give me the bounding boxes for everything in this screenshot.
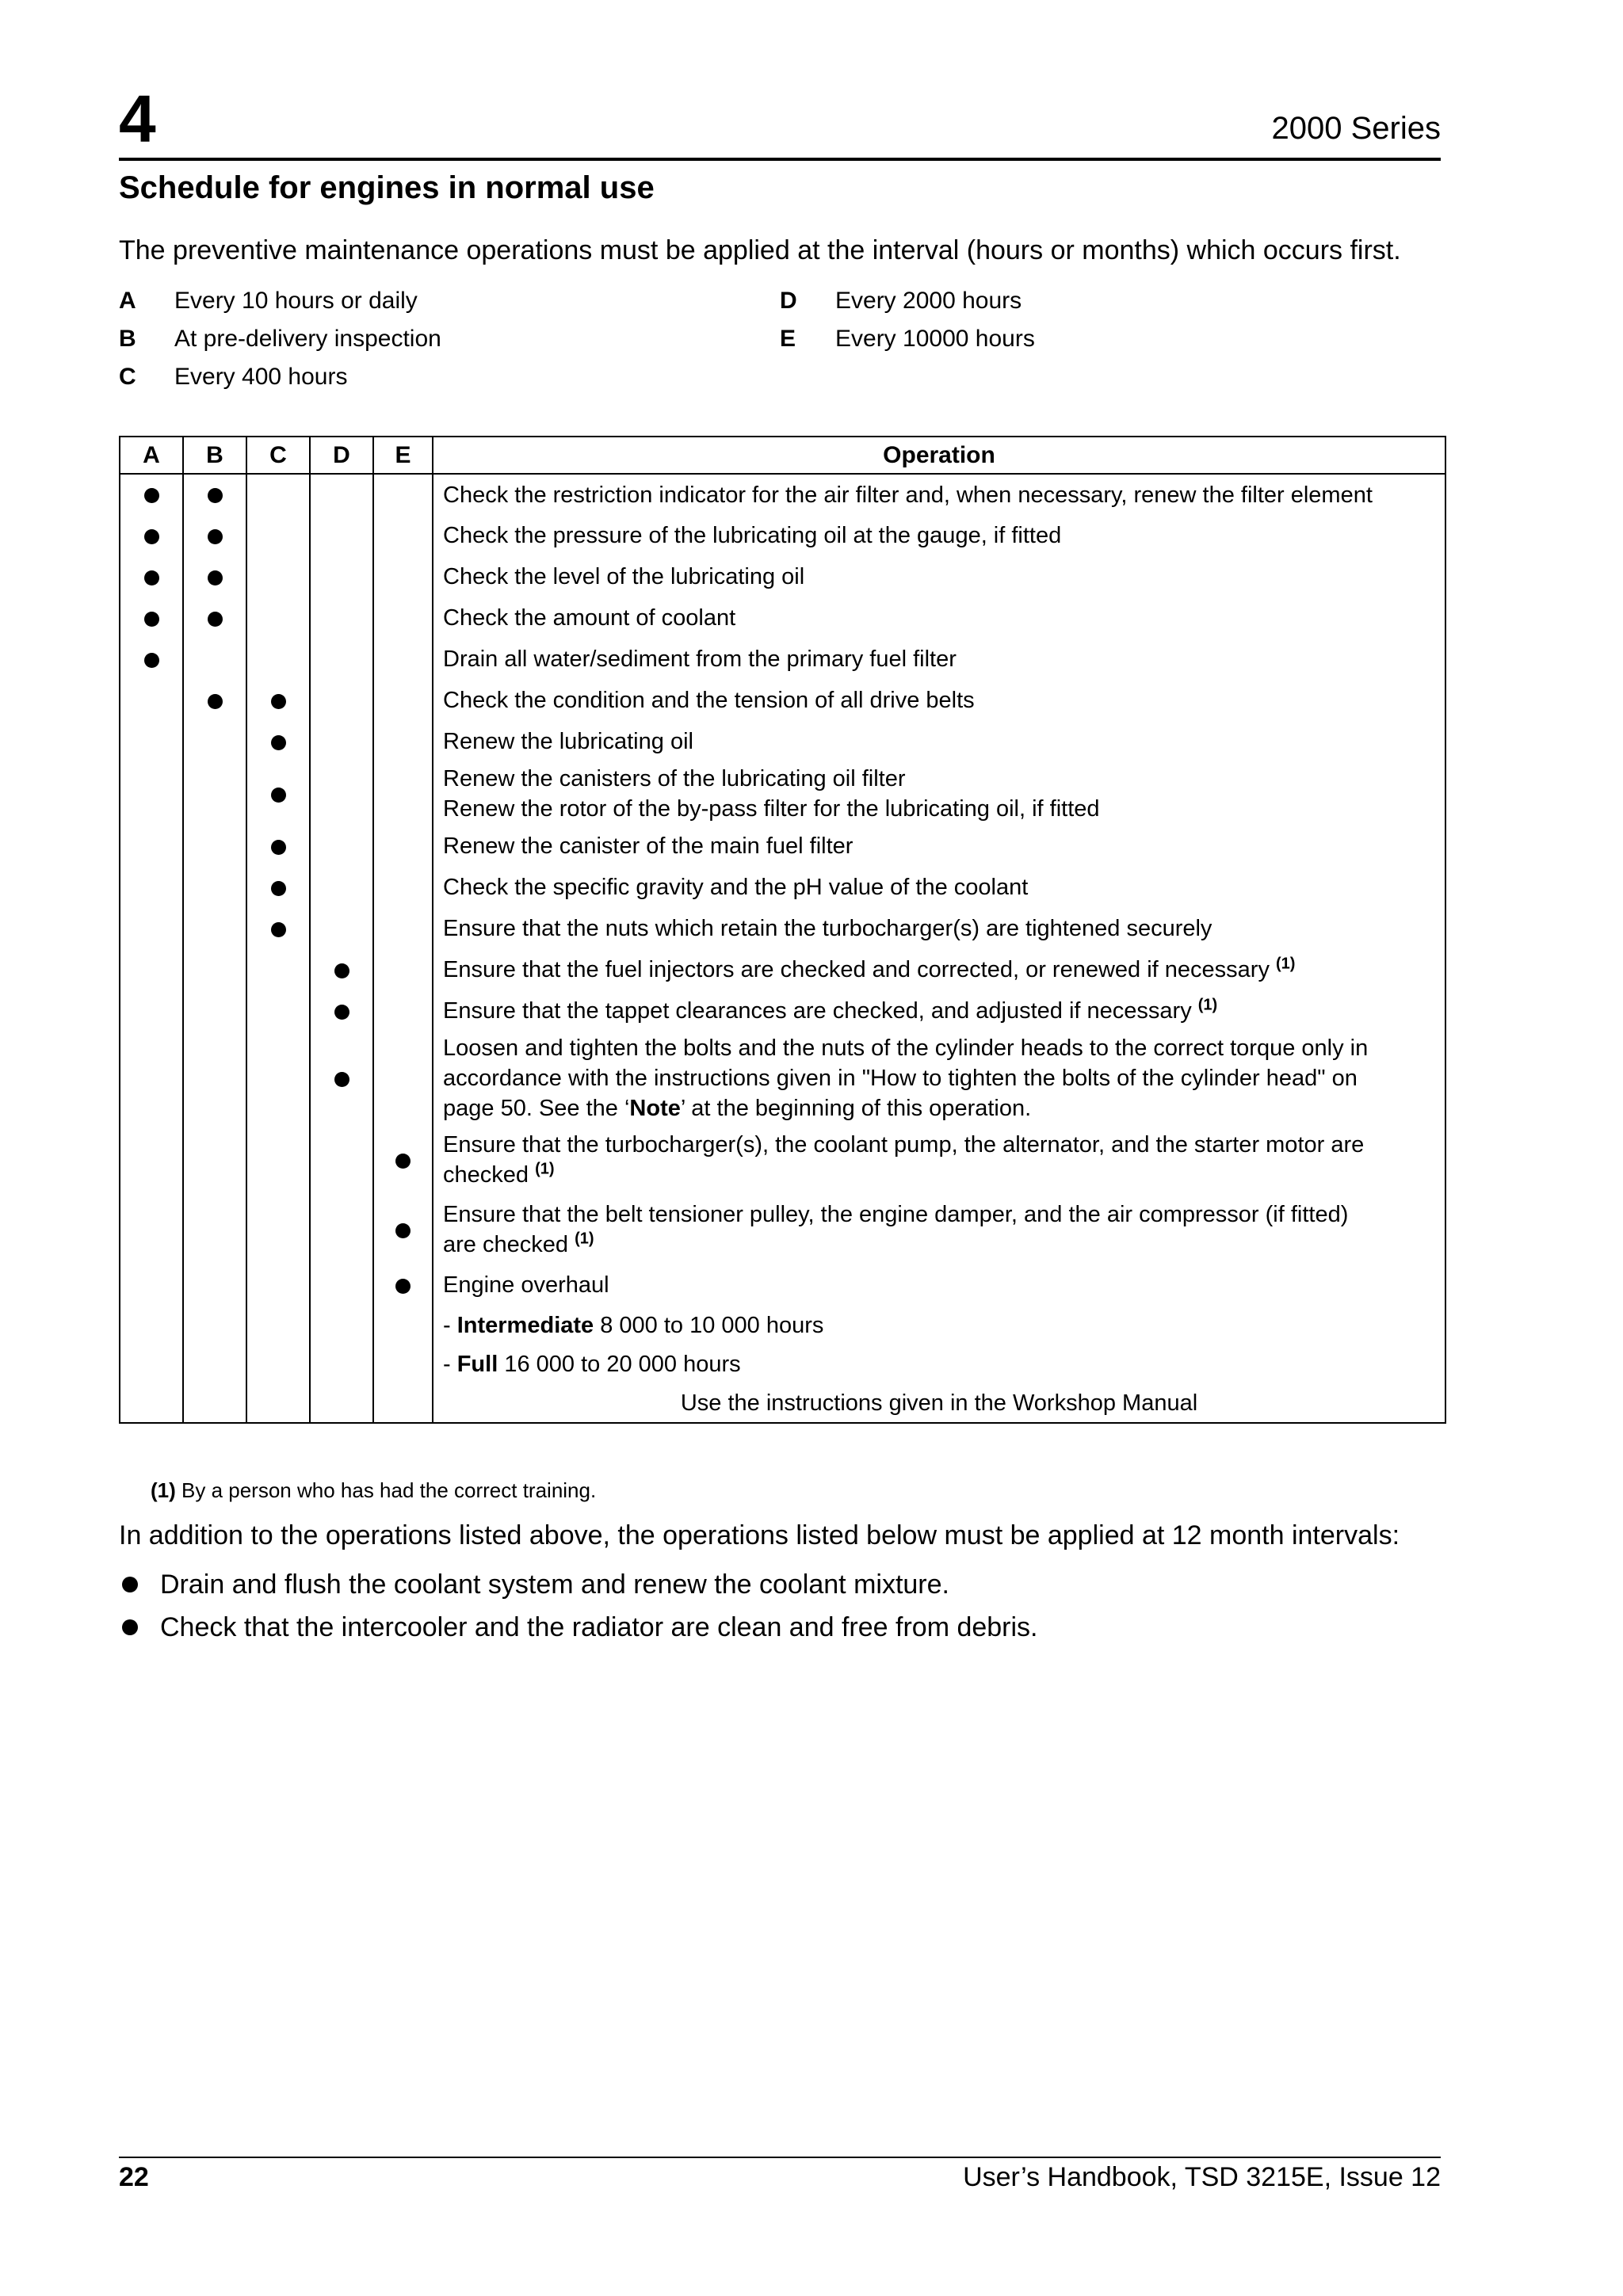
interval-cell-b [183,597,246,639]
legend-text: Every 400 hours [174,364,348,390]
operation-text: Use the instructions given in the Workshop Manual [680,1390,1198,1416]
list-item-text: Check that the intercooler and the radiator are clean and free from debris. [160,1612,1038,1642]
operation-text: Renew the lubricating oil [443,729,693,754]
operation-cell [433,867,1445,908]
interval-cell-d [310,474,373,515]
interval-cell-b [183,762,246,826]
operation-cell [433,1264,1445,1306]
operation-cell [433,1032,1445,1125]
interval-cell-b [183,474,246,515]
interval-cell-a [120,762,183,826]
interval-cell-a [120,949,183,990]
interval-cell-a [120,721,183,762]
interval-cell-c [246,1125,310,1195]
interval-cell-c [246,826,310,867]
series-label: 2000 Series [1271,111,1441,146]
table-row [120,908,1445,949]
interval-cell-b [183,1125,246,1195]
operation-cell [433,1195,1445,1264]
interval-cell-c [246,867,310,908]
operation-text: accordance with the instructions given in "How to tighten the bolts of the cylinder head" on [443,1066,1358,1091]
operation-text: Loosen and tighten the bolts and the nuts of the cylinder heads to the correct torque only in [443,1035,1369,1061]
interval-cell-d [310,556,373,597]
interval-cell-e [373,1125,433,1195]
legend-key: A [119,288,136,314]
column-header-e: E [373,437,433,474]
column-header-c: C [246,437,310,474]
interval-cell-a [120,1306,183,1345]
table-row [120,826,1445,867]
bullet-icon [208,488,223,503]
legend-key: B [119,326,136,352]
additional-intro: In addition to the operations listed above, the operations listed below must be applied at 12 month intervals: [119,1520,1400,1550]
interval-cell-c [246,1195,310,1264]
interval-cell-d [310,597,373,639]
interval-cell-c [246,721,310,762]
operation-text: Check the amount of coolant [443,605,736,631]
table-row [120,515,1445,556]
interval-cell-d [310,1345,373,1383]
legend-text: Every 10000 hours [835,326,1035,352]
operation-text: Ensure that the turbocharger(s), the coolant pump, the alternator, and the starter motor are [443,1132,1365,1158]
interval-cell-c [246,556,310,597]
header-divider [119,158,1441,161]
interval-cell-a [120,639,183,680]
interval-cell-c [246,1383,310,1423]
operation-text: Ensure that the tappet clearances are checked, and adjusted if necessary $^{(1)}$ [443,996,1218,1024]
footer-divider [119,2157,1441,2158]
interval-cell-b [183,639,246,680]
footnote-text: By a person who has had the correct training. [181,1478,597,1502]
footnote-marker: (1) [151,1478,176,1502]
table-row [120,1032,1445,1125]
bullet-icon [208,529,223,544]
bullet-icon [144,529,159,544]
bullet-icon [208,612,223,627]
operation-cell [433,826,1445,867]
interval-cell-a [120,556,183,597]
operation-text: are checked $^{(1)}$ [443,1230,594,1257]
interval-cell-e [373,1306,433,1345]
legend-key: D [780,288,797,314]
operation-text: Ensure that the nuts which retain the turbocharger(s) are tightened securely [443,916,1212,941]
interval-cell-b [183,826,246,867]
operation-text: - Intermediate 8 000 to 10 000 hours [443,1313,824,1338]
interval-cell-a [120,680,183,721]
table-row [120,680,1445,721]
bullet-icon [122,1577,138,1592]
interval-cell-a [120,1125,183,1195]
interval-cell-b [183,1345,246,1383]
interval-cell-e [373,1383,433,1423]
interval-cell-b [183,1264,246,1306]
bullet-icon [395,1223,411,1238]
bullet-icon [144,612,159,627]
operation-cell [433,1345,1445,1383]
operation-cell [433,1125,1445,1195]
table-row [120,639,1445,680]
interval-cell-e [373,515,433,556]
footnote-reference: (1) [1197,996,1218,1014]
interval-cell-e [373,949,433,990]
interval-cell-c [246,515,310,556]
interval-cell-c [246,990,310,1032]
table-row [120,949,1445,990]
chapter-number: 4 [119,82,156,156]
bullet-icon [208,694,223,709]
operation-cell [433,515,1445,556]
interval-cell-a [120,1264,183,1306]
operation-text: Check the condition and the tension of all drive belts [443,688,975,713]
interval-cell-e [373,639,433,680]
interval-cell-a [120,1195,183,1264]
bullet-icon [334,1072,349,1087]
interval-cell-e [373,762,433,826]
interval-cell-c [246,639,310,680]
interval-cell-b [183,990,246,1032]
interval-cell-b [183,721,246,762]
table-row [120,597,1445,639]
interval-cell-c [246,1032,310,1125]
interval-cell-c [246,908,310,949]
interval-cell-d [310,990,373,1032]
interval-cell-e [373,990,433,1032]
operation-cell [433,990,1445,1032]
table-body [120,474,1445,1423]
interval-cell-d [310,721,373,762]
legend-text: At pre-delivery inspection [174,326,441,352]
interval-cell-e [373,1264,433,1306]
bullet-icon [271,840,286,855]
operation-text: Engine overhaul [443,1272,609,1298]
interval-cell-d [310,680,373,721]
interval-cell-b [183,1032,246,1125]
footnote-reference: (1) [1276,955,1296,973]
operation-text: Drain all water/sediment from the primary fuel filter [443,646,957,672]
list-item-text: Drain and flush the coolant system and renew the coolant mixture. [160,1569,949,1600]
operation-text: Check the level of the lubricating oil [443,564,805,589]
interval-cell-c [246,762,310,826]
intro-paragraph: The preventive maintenance operations must be applied at the interval (hours or months) which occurs first. [119,235,1401,265]
interval-cell-e [373,826,433,867]
legend-text: Every 10 hours or daily [174,288,418,314]
interval-cell-a [120,867,183,908]
table-row [120,721,1445,762]
interval-cell-a [120,826,183,867]
bullet-icon [122,1619,138,1635]
bullet-icon [334,963,349,978]
operation-text: Check the specific gravity and the pH value of the coolant [443,875,1029,900]
column-header-d: D [310,437,373,474]
operation-cell [433,949,1445,990]
bullet-icon [271,881,286,896]
operation-text: Ensure that the belt tensioner pulley, the engine damper, and the air compressor (if fitted) [443,1202,1349,1227]
interval-cell-c [246,474,310,515]
interval-cell-d [310,1032,373,1125]
bullet-icon [395,1154,411,1169]
interval-cell-e [373,1195,433,1264]
interval-cell-a [120,1032,183,1125]
operation-cell [433,1383,1445,1423]
table-row [120,1306,1445,1345]
bullet-icon [334,1005,349,1020]
table-row [120,474,1445,515]
interval-cell-d [310,639,373,680]
interval-cell-a [120,990,183,1032]
interval-cell-e [373,867,433,908]
column-header-a: A [120,437,183,474]
interval-cell-e [373,597,433,639]
interval-cell-d [310,1264,373,1306]
interval-cell-d [310,762,373,826]
operation-text: Renew the canister of the main fuel filter [443,833,854,859]
table-row [120,990,1445,1032]
bullet-icon [271,788,286,803]
interval-cell-b [183,680,246,721]
operation-text: page 50. See the ‘Note’ at the beginning of this operation. [443,1096,1032,1121]
bullet-icon [395,1279,411,1294]
legend-key: E [780,326,796,352]
interval-cell-e [373,556,433,597]
table-row [120,1195,1445,1264]
interval-cell-d [310,826,373,867]
interval-cell-c [246,949,310,990]
operation-cell [433,908,1445,949]
operation-cell [433,721,1445,762]
operation-text: Check the pressure of the lubricating oil at the gauge, if fitted [443,523,1062,548]
interval-cell-d [310,1306,373,1345]
bullet-icon [271,694,286,709]
interval-cell-a [120,597,183,639]
table-row [120,867,1445,908]
footnote-reference: (1) [575,1230,594,1248]
maintenance-schedule-table [119,436,1446,1424]
interval-cell-b [183,908,246,949]
footer-title: User’s Handbook, TSD 3215E, Issue 12 [963,2162,1441,2192]
interval-cell-a [120,1345,183,1383]
interval-cell-e [373,908,433,949]
operation-text: Check the restriction indicator for the air filter and, when necessary, renew the filter element [443,482,1373,508]
interval-cell-b [183,867,246,908]
operation-cell [433,639,1445,680]
footnote-reference: (1) [535,1160,555,1178]
bullet-icon [144,570,159,585]
interval-cell-e [373,1345,433,1383]
interval-cell-a [120,515,183,556]
column-header-operation: Operation [433,437,1445,474]
column-header-b: B [183,437,246,474]
operation-cell [433,556,1445,597]
interval-cell-b [183,515,246,556]
operation-cell [433,474,1445,515]
operation-cell [433,597,1445,639]
bullet-icon [208,570,223,585]
operation-cell [433,680,1445,721]
interval-cell-c [246,1345,310,1383]
legend-text: Every 2000 hours [835,288,1022,314]
interval-cell-a [120,908,183,949]
interval-cell-e [373,680,433,721]
operation-text: Renew the canisters of the lubricating oil filter [443,766,906,791]
table-row [120,1383,1445,1423]
bullet-icon [144,488,159,503]
interval-cell-a [120,474,183,515]
operation-cell [433,762,1445,826]
interval-cell-d [310,515,373,556]
operation-cell [433,1306,1445,1345]
table-row [120,1345,1445,1383]
interval-cell-c [246,597,310,639]
interval-cell-b [183,556,246,597]
interval-cell-d [310,908,373,949]
interval-cell-d [310,949,373,990]
interval-cell-b [183,1195,246,1264]
interval-cell-e [373,721,433,762]
interval-cell-a [120,1383,183,1423]
operation-text: - Full 16 000 to 20 000 hours [443,1352,741,1377]
table-header-row [120,437,1445,474]
interval-cell-e [373,1032,433,1125]
legend-key: C [119,364,136,390]
interval-cell-d [310,1125,373,1195]
table-row [120,1125,1445,1195]
bullet-icon [271,922,286,937]
interval-cell-c [246,1264,310,1306]
table-row [120,1264,1445,1306]
interval-cell-b [183,1383,246,1423]
interval-cell-e [373,474,433,515]
table-row [120,762,1445,826]
section-title: Schedule for engines in normal use [119,170,655,205]
page-number: 22 [119,2162,149,2192]
operation-text: Ensure that the fuel injectors are checked and corrected, or renewed if necessary $^{(1)}$ [443,955,1296,982]
operation-text: checked $^{(1)}$ [443,1160,555,1188]
interval-cell-d [310,867,373,908]
bullet-icon [144,653,159,668]
footnote [151,1477,596,1504]
interval-cell-d [310,1195,373,1264]
interval-cell-d [310,1383,373,1423]
table-row [120,556,1445,597]
interval-cell-b [183,1306,246,1345]
interval-cell-c [246,1306,310,1345]
operation-text: Renew the rotor of the by-pass filter for the lubricating oil, if fitted [443,796,1100,822]
interval-cell-c [246,680,310,721]
interval-cell-b [183,949,246,990]
bullet-icon [271,735,286,750]
